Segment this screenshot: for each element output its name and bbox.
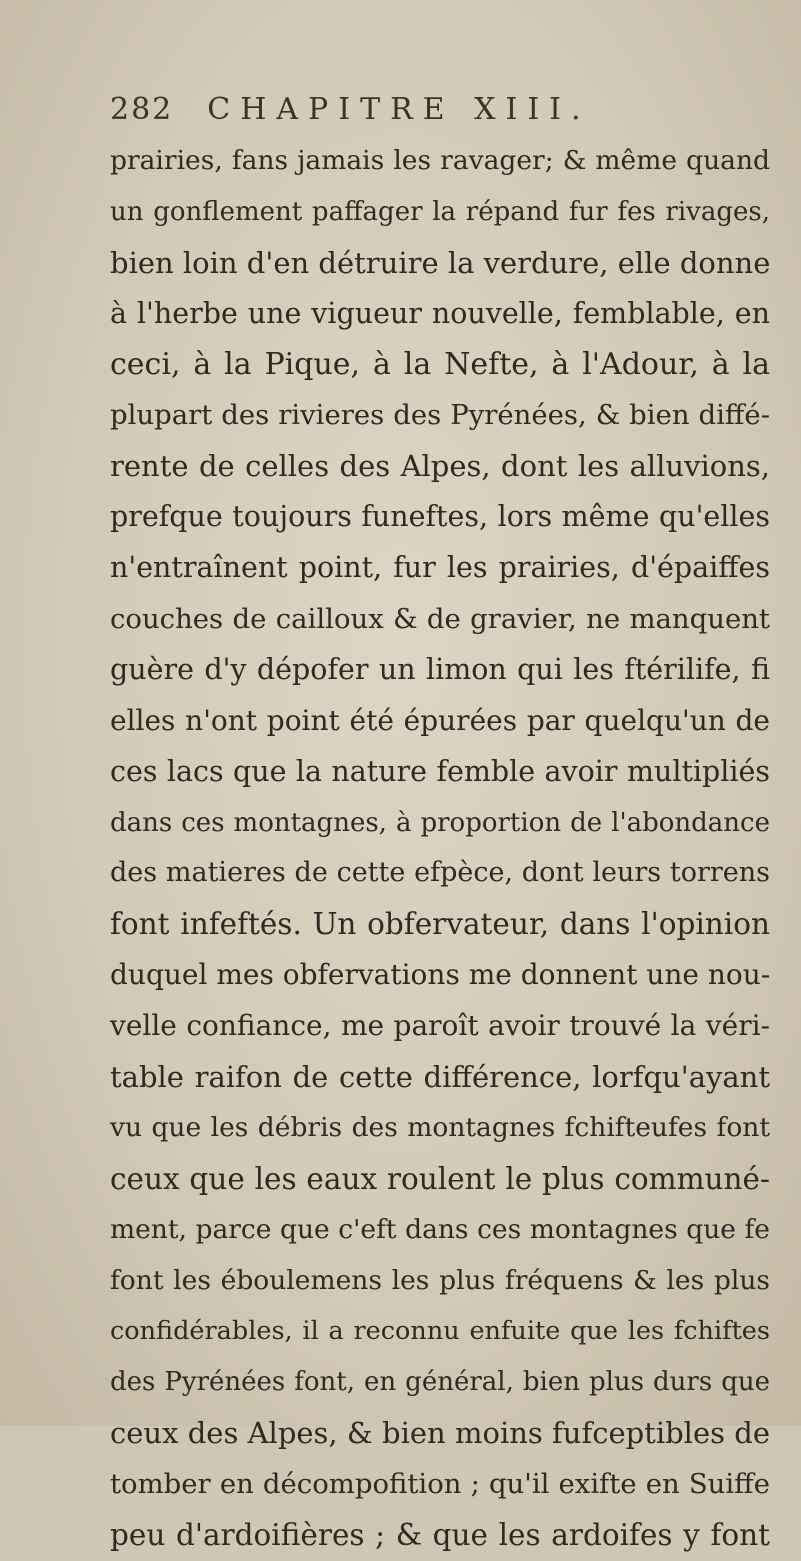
text-line: duquel mes obfervations me donnent une nou- — [110, 958, 771, 992]
text-line: tomber en décompofition ; qu'il exifte en Suiffe — [110, 1468, 770, 1501]
text-line: peu d'ardoifières ; & que les ardoifes y font — [110, 1518, 770, 1553]
text-line: n'entraînent point, fur les prairies, d'épaiffes — [110, 551, 770, 585]
page-header — [110, 92, 591, 127]
text-line: vu que les débris des montagnes fchifteufes font — [110, 1111, 770, 1143]
page-number: 282 — [110, 92, 174, 127]
body-text — [110, 136, 770, 1561]
text-line: table raifon de cette différence, lorfqu'ayant — [110, 1060, 770, 1095]
text-line: ces lacs que la nature femble avoir multipliés — [110, 754, 770, 788]
running-title: CHAPITRE XIII. — [207, 92, 591, 127]
text-line: un gonflement paffager la répand fur fes rivages, — [110, 196, 770, 227]
text-line: elles n'ont point été épurées par quelqu'un de — [110, 703, 770, 737]
text-line: des matieres de cette efpèce, dont leurs torrens — [110, 857, 770, 889]
text-line: velle confiance, me paroît avoir trouvé la véri- — [110, 1009, 770, 1043]
text-line: dans ces montagnes, à proportion de l'abondance — [110, 807, 770, 838]
text-line: bien loin d'en détruire la verdure, elle donne — [110, 245, 771, 280]
text-line: confidérables, il a reconnu enfuite que les fchiftes — [110, 1316, 770, 1347]
text-line: ment, parce que c'eft dans ces montagnes que fe — [110, 1213, 770, 1245]
text-line: guère d'y dépofer un limon qui les ftérilife, fi — [110, 652, 770, 686]
text-line: prefque toujours funeftes, lors même qu'elles — [110, 500, 770, 534]
text-line: à l'herbe une vigueur nouvelle, femblable, en — [110, 296, 770, 330]
text-line: rente de celles des Alpes, dont les alluvions, — [110, 449, 770, 484]
text-line: font les éboulemens les plus fréquens & les plus — [110, 1264, 770, 1296]
text-line: font infeftés. Un obfervateur, dans l'opinion — [110, 907, 770, 942]
text-line: ceux des Alpes, & bien moins fufceptibles de — [110, 1416, 770, 1451]
text-line: ceux que les eaux roulent le plus communé- — [110, 1161, 770, 1196]
text-line: couches de cailloux & de gravier, ne manquent — [110, 603, 770, 636]
text-line: prairies, fans jamais les ravager; & même quand — [110, 145, 770, 176]
text-line: des Pyrénées font, en général, bien plus durs que — [110, 1367, 770, 1398]
text-line: plupart des rivieres des Pyrénées, & bien diffé- — [110, 399, 770, 432]
text-line: ceci, à la Pique, à la Nefte, à l'Adour, à la — [110, 346, 770, 382]
